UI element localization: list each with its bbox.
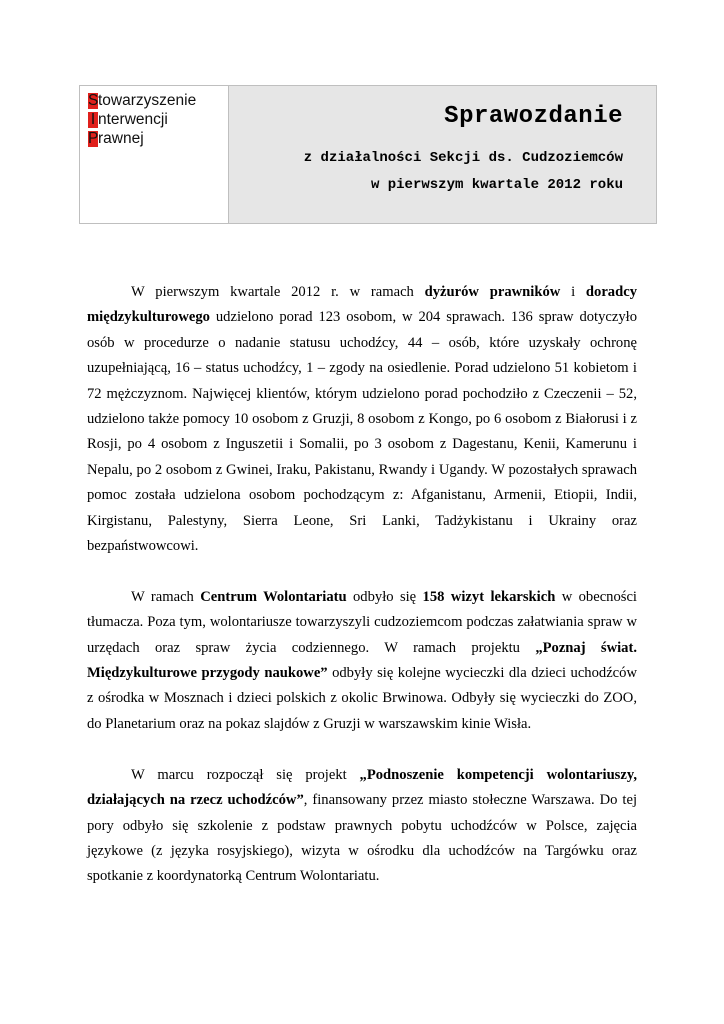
logo-line-3 — [88, 129, 228, 148]
bold-span: doradcy międzykulturowego — [87, 284, 637, 326]
text-span: i — [560, 284, 586, 300]
logo-letter-i: I — [88, 112, 98, 128]
paragraph-volunteer-center — [87, 585, 637, 737]
bold-span: „Poznaj świat. Międzykulturowe przygody naukowe” — [87, 639, 637, 682]
logo-text-1: towarzyszenie — [98, 92, 197, 109]
title-block — [229, 86, 656, 223]
paragraph-legal-advice — [87, 280, 637, 559]
text-span: odbyło się — [346, 588, 423, 605]
bold-span: dyżurów prawników — [424, 284, 561, 300]
text-span: odbyły się kolejne wycieczki dla dzieci uchodźców z ośrodka w Mosznach i dzieci polskich z okolic Brwinowa. Odbyły się wycieczki do ZOO, do Planetarium oraz na pokaz slajdów z Gruzji w warszawskim kinie Wisła. — [87, 665, 637, 732]
bold-span: 158 wizyt lekarskich — [422, 588, 556, 605]
text-span: udzielono porad 123 osobom, w 204 sprawach. 136 spraw dotyczyło osób w procedurze o nadanie statusu uchodźcy, 44 – osób, które uzyskały ochronę uzupełniającą, 16 – status uchodźcy, 1 – zgody na osiedlenie. Porad udzielono 51 kobietom i 72 mężczyznom. Najwięcej klientów, którym udzielono porad pochodziło z Czeczenii – 52, udzielono także pomocy 10 osobom z Gruzji, 8 osobom z Kongo, po 6 osobom z Białorusi i z Rosji, po 4 osobom z Inguszetii i Somalii, po 3 osobom z Dagestanu, Kenii, Kamerunu i Nepalu, po 2 osobom z Gwinei, Iraku, Pakistanu, Rwandy i Ugandy. W pozostałych sprawach pomoc została udzielona osobom pochodzącym z: Afganistanu, Armenii, Etiopii, Indii, Kirgistanu, Palestyny, Sierra Leone, Sri Lanki, Tadżykistanu i Ukrainy oraz bezpaństwowcowi. — [87, 309, 637, 555]
bold-span: „Podnoszenie kompetencji wolontariuszy, działających na rzecz uchodźców” — [87, 766, 637, 809]
document-subtitle-line-2: w pierwszym kwartale 2012 roku — [370, 177, 623, 193]
document-header — [79, 85, 657, 224]
text-span: W pierwszym kwartale 2012 r. w ramach — [131, 284, 425, 300]
document-subtitle-line-1: z działalności Sekcji ds. Cudzoziemców — [303, 150, 623, 166]
logo-line-2 — [88, 110, 228, 129]
text-span: W marcu rozpoczął się projekt — [131, 766, 360, 783]
logo-letter-s: S — [88, 92, 99, 109]
document-title: Sprawozdanie — [444, 103, 623, 130]
bold-span: Centrum Wolontariatu — [200, 588, 347, 605]
logo-line-1 — [88, 91, 228, 110]
document-body — [87, 280, 637, 915]
logo-text-2: nterwencji — [98, 111, 168, 128]
logo-letter-p: P — [88, 130, 99, 147]
logo-text-3: rawnej — [98, 130, 144, 147]
text-span: w obecności tłumacza. Poza tym, wolontariusze towarzyszyli cudzoziemcom podczas załatwiania spraw w urzędach oraz spraw życia codziennego. W ramach projektu — [87, 588, 637, 656]
text-span: , finansowany przez miasto stołeczne Warszawa. Do tej pory odbyło się szkolenie z podstaw prawnych pobytu uchodźców w Polsce, zajęcia językowe (z języka rosyjskiego), wizyta w ośrodku dla uchodźców na Targówku oraz spotkanie z koordynatorką Centrum Wolontariatu. — [87, 792, 637, 885]
organization-logo — [80, 86, 229, 223]
text-span: W ramach — [131, 588, 201, 605]
paragraph-volunteer-project — [87, 763, 637, 890]
